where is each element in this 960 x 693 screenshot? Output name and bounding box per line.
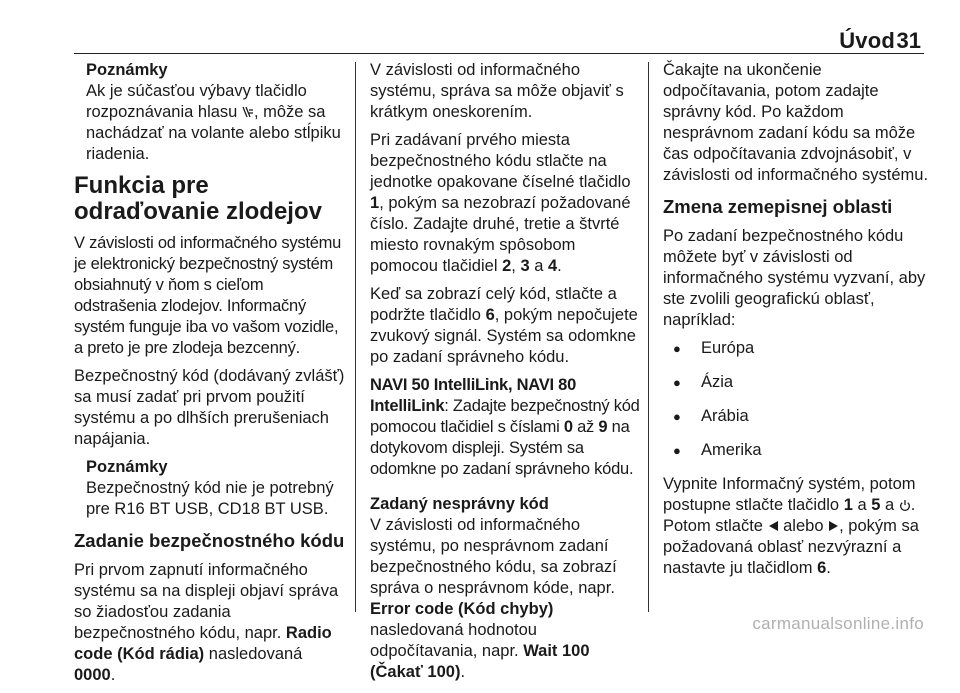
note-security-code xyxy=(86,457,346,520)
column-2 xyxy=(370,60,640,690)
power-icon xyxy=(899,499,911,512)
list-item: ● Európa xyxy=(663,338,933,359)
paragraph: Bezpečnostný kód (dodávaný zvlášť) sa musí zadať pri prvom použití systému a po dlhších prerušeniach napájania. xyxy=(74,367,345,448)
paragraph: V závislosti od informačného systému, správa sa môže objaviť s krátkym oneskorením. xyxy=(370,61,624,121)
paragraph: V závislosti od informačného systému, po nesprávnom zadaní bezpečnostného kódu, sa zobrazí správa o nesprávnom kóde, napr. Error code (Kód chyby) nasledovaná hodnotou odpočítavania, napr. Wait 100 (Čakať 100). xyxy=(370,516,617,681)
list-item: ● Ázia xyxy=(663,372,933,393)
voice-recognition-icon xyxy=(242,105,254,119)
right-arrow-icon xyxy=(828,520,839,532)
header-rule xyxy=(74,53,924,54)
list-item: ● Arábia xyxy=(663,406,933,427)
heading-wrong-code: Zadaný nesprávny kód xyxy=(370,495,549,513)
note-text: Bezpečnostný kód nie je potrebný pre R16 BT USB, CD18 BT USB. xyxy=(86,479,334,518)
region-list xyxy=(663,338,933,461)
left-arrow-icon xyxy=(768,520,779,532)
note-title: Poznámky xyxy=(86,458,168,476)
paragraph: NAVI 50 IntelliLink, NAVI 80 IntelliLink: Zadajte bezpečnostný kód pomocou tlačidiel s číslami 0 až 9 na dotykovom displeji. Systém sa odomkne po zadaní správneho kódu. xyxy=(370,376,640,478)
paragraph: V závislosti od informačného systému je elektronický bezpečnostný systém obsiahnutý v ňom s cieľom odstrašenia zlodejov. Informačný systém funguje iba vo vašom vozidle, a preto je pre zlodeja bezcenný. xyxy=(74,234,342,357)
watermark: carmanualsonline.info xyxy=(752,614,924,633)
heading-enter-code: Zadanie bezpečnostného kódu xyxy=(74,530,345,551)
note-text: Ak je súčasťou výbavy tlačidlo rozpoznávania hlasu , môže sa nachádzať na volante alebo stĺpiku riadenia. xyxy=(86,82,341,163)
note-title: Poznámky xyxy=(86,61,168,79)
section-title: Úvod xyxy=(839,28,895,53)
paragraph: Vypnite Informačný systém, potom postupne stlačte tlačidlo 1 a 5 a . Potom stlačte alebo , pokým sa požadovaná oblasť nezvýrazní a nastavte ju tlačidlom 6. xyxy=(663,475,919,577)
paragraph: Keď sa zobrazí celý kód, stlačte a podržte tlačidlo 6, pokým nepočujete zvukový signál. Systém sa odomkne po zadaní správneho kódu. xyxy=(370,285,638,366)
list-item: ● Amerika xyxy=(663,440,933,461)
paragraph: Pri prvom zapnutí informačného systému sa na displeji objaví správa so žiadosťou zadania bezpečnostného kódu, napr. Radio code (Kód rádia) nasledovaná 0000. xyxy=(74,561,339,684)
paragraph: Čakajte na ukončenie odpočítavania, potom zadajte správny kód. Po každom nesprávnom zadaní kódu sa môže čas odpočítavania zdvojnásobiť, v závislosti od informačného systému. xyxy=(663,61,929,184)
page-number: 31 xyxy=(896,28,921,53)
paragraph: Pri zadávaní prvého miesta bezpečnostného kódu stlačte na jednotke opakovane číselné tlačidlo 1, pokým sa nezobrazí požadované číslo. Zadajte druhé, tretie a štvrté miesto rovnakým spôsobom pomocou tlačidiel 2, 3 a 4. xyxy=(370,131,631,275)
page-header xyxy=(0,0,960,56)
column-divider-2 xyxy=(648,62,649,612)
note-voice xyxy=(86,60,346,165)
column-3 xyxy=(663,60,933,586)
column-1 xyxy=(74,60,346,693)
heading-change-region: Zmena zemepisnej oblasti xyxy=(663,196,893,217)
column-divider-1 xyxy=(355,62,356,612)
heading-anti-theft: Funkcia pre odraďovanie zlodejov xyxy=(74,172,322,225)
paragraph: Po zadaní bezpečnostného kódu môžete byť v závislosti od informačného systému vyzvaní, aby ste zvolili geografickú oblasť, napríklad: xyxy=(663,227,926,329)
